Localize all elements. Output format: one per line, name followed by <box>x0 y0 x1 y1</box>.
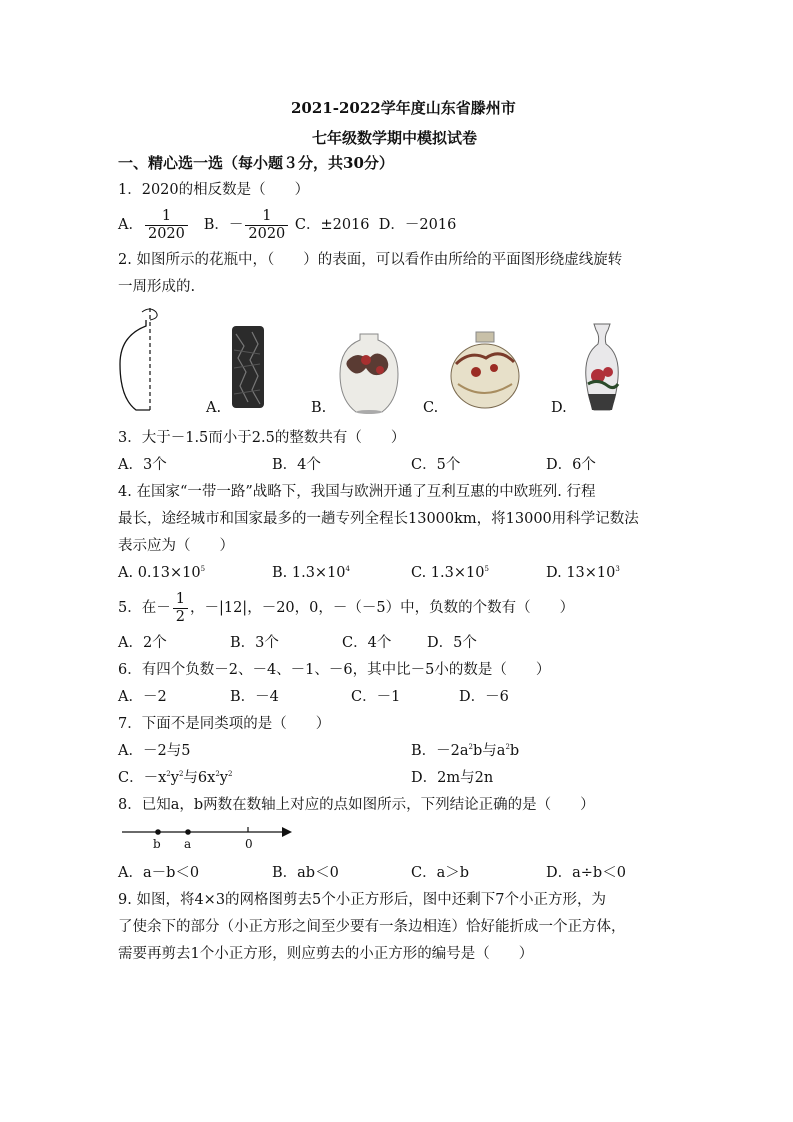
q7-option-d: D．2m与2n <box>411 770 494 786</box>
q5-suffix: ，－|12|，－20，0，－（－5）中，负数的个数有（ ） <box>189 600 575 616</box>
q4-a-base: A. 0.13×10 <box>118 565 201 581</box>
number-line-arrow <box>282 827 292 837</box>
question-4-stem-line3: 表示应为（ ） <box>118 538 234 554</box>
question-9-stem-line3: 需要再剪去1个小正方形，则应剪去的小正方形的编号是（ ） <box>118 946 534 962</box>
question-2-stem-line1: 2. 如图所示的花瓶中，（ ）的表面，可以看作由所给的平面图形绕虚线旋转 <box>118 252 623 268</box>
q1-a-numerator: 1 <box>145 208 188 226</box>
q7-b-exp2: 2 <box>505 743 510 751</box>
q1-option-d: D．－2016 <box>378 217 457 233</box>
question-1-options <box>118 207 456 243</box>
q7-c-exp2: 2 <box>178 770 184 778</box>
q5-option-d: D．5个 <box>427 635 477 651</box>
q3-option-b: B．4个 <box>272 457 321 473</box>
question-9-stem-line1: 9. 如图，将4×3的网格图剪去5个小正方形后，图中还剩下7个小正方形，为 <box>118 892 606 908</box>
question-4-stem-line1: 4. 在国家“一带一路”战略下，我国与欧洲开通了互利互惠的中欧班列. 行程 <box>118 484 596 500</box>
question-3-stem: 3．大于－1.5而小于2.5的整数共有（ ） <box>118 430 406 446</box>
q6-option-b: B．－4 <box>230 689 279 705</box>
q7-option-c <box>118 768 232 788</box>
q1-b-denominator: 2020 <box>248 225 286 242</box>
q7-c-part4: y <box>219 770 228 786</box>
q7-c-exp1: 2 <box>166 770 171 778</box>
q3-option-c: C．5个 <box>411 457 461 473</box>
q4-option-c <box>411 563 489 583</box>
question-9-stem-line2: 了使余下的部分（小正方形之间至少要有一条边相连）恰好能折成一个正方体， <box>118 919 626 935</box>
q1-a-denominator: 2020 <box>147 225 185 242</box>
q4-d-base: D. 13×10 <box>546 565 616 581</box>
q1-option-a-fraction <box>145 208 188 243</box>
q4-b-exponent: 4 <box>345 565 351 573</box>
q8-option-c: C．a＞b <box>411 865 470 881</box>
question-6-stem: 6．有四个负数－2、－4、－1、－6，其中比－5小的数是（ ） <box>118 662 551 678</box>
question-8-stem: 8．已知a，b两数在数轴上对应的点如图所示，下列结论正确的是（ ） <box>118 797 595 813</box>
q8-option-a: A．a－b＜0 <box>118 865 200 881</box>
q6-option-c: C．－1 <box>351 689 401 705</box>
q3-option-a: A．3个 <box>118 457 167 473</box>
q5-option-a: A．2个 <box>118 635 167 651</box>
q2-option-c: C. <box>423 400 439 416</box>
q4-option-b <box>272 563 350 583</box>
q5-option-b: B．3个 <box>230 635 279 651</box>
q8-option-d: D．a÷b＜0 <box>546 865 626 881</box>
q7-option-a: A．－2与5 <box>118 743 191 759</box>
page-title-line2: 七年级数学期中模拟试卷 <box>312 129 478 147</box>
axis-label-b: b <box>153 837 161 851</box>
q4-option-d <box>546 563 620 583</box>
axis-label-a: a <box>184 837 192 851</box>
vase-tall-neck-image <box>582 322 622 414</box>
q4-b-base: B. 1.3×10 <box>272 565 346 581</box>
q1-b-numerator: 1 <box>245 208 288 226</box>
q7-c-exp4: 2 <box>228 770 233 778</box>
q2-option-b: B. <box>311 400 327 416</box>
question-5-stem <box>118 590 574 626</box>
axis-label-zero: 0 <box>245 837 253 851</box>
q8-option-b: B．ab＜0 <box>272 865 339 881</box>
q5-fraction <box>173 591 188 626</box>
vase-globe-image <box>448 330 522 412</box>
number-line-figure <box>120 822 300 854</box>
q5-denominator: 2 <box>175 608 185 625</box>
q1-option-b-label: B．－ <box>203 217 244 233</box>
q7-c-part2: y <box>170 770 179 786</box>
q7-c-part1: C．－x <box>118 770 167 786</box>
q6-option-a: A．－2 <box>118 689 167 705</box>
page-title-line1: 2021-2022学年度山东省滕州市 <box>291 99 516 117</box>
q4-c-exponent: 5 <box>484 565 489 573</box>
question-1-stem: 1．2020的相反数是（ ） <box>118 182 310 198</box>
q4-option-a <box>118 563 205 583</box>
q7-c-exp3: 2 <box>215 770 220 778</box>
rotation-profile-figure <box>112 302 172 414</box>
q3-option-d: D．6个 <box>546 457 596 473</box>
question-2-stem-line2: 一周形成的. <box>118 279 196 295</box>
q4-c-base: C. 1.3×10 <box>411 565 485 581</box>
section-heading: 一、精心选一选（每小题３分，共30分） <box>118 154 394 172</box>
q2-option-a: A. <box>206 400 222 416</box>
question-7-stem: 7．下面不是同类项的是（ ） <box>118 716 331 732</box>
q7-b-part3: b <box>509 743 520 759</box>
q1-option-a-label: A． <box>118 217 143 233</box>
q7-option-b <box>411 741 519 761</box>
q1-option-c: C．±2016 <box>294 217 370 233</box>
q7-b-part2: b与a <box>473 743 506 759</box>
q5-numerator: 1 <box>173 591 188 609</box>
q4-a-exponent: 5 <box>200 565 206 573</box>
q5-option-c: C．4个 <box>342 635 392 651</box>
vase-cylinder-image <box>230 324 266 410</box>
q1-option-b-fraction <box>245 208 288 243</box>
q6-option-d: D．－6 <box>459 689 509 705</box>
q5-prefix: 5．在－ <box>118 600 171 616</box>
q7-b-exp1: 2 <box>468 743 473 751</box>
question-4-stem-line2: 最长，途经城市和国家最多的一趟专列全程长13000km，将13000用科学记数法 <box>118 511 639 527</box>
q7-c-part3: 与6x <box>183 770 216 786</box>
q7-b-part1: B．－2a <box>411 743 469 759</box>
q4-d-exponent: 3 <box>615 565 620 573</box>
q2-option-d: D. <box>551 400 567 416</box>
vase-round-shoulder-image <box>336 330 402 416</box>
